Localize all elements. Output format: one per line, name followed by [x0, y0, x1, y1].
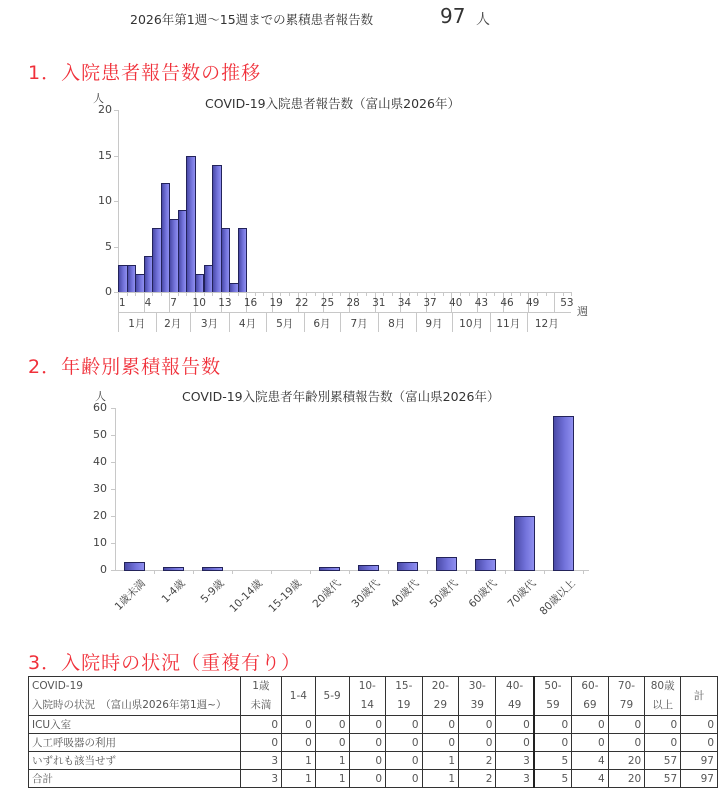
x-tick-mark [466, 570, 467, 574]
x-category-label: 15-19歳 [266, 577, 305, 615]
x-tick-mark [186, 292, 187, 296]
x-tick-mark [511, 292, 512, 296]
month-label: 7月 [350, 318, 368, 330]
cell-value: 4 [572, 770, 609, 788]
header-title-line2: 入院時の状況 （富山県2026年第1週~） [32, 699, 227, 711]
bar-week-9 [186, 156, 196, 294]
x-tick-mark [357, 292, 358, 296]
column-header [240, 677, 281, 716]
x-tick-mark [554, 292, 555, 312]
column-header [349, 677, 386, 716]
bar-age-5 [319, 567, 340, 571]
month-label: 9月 [425, 318, 443, 330]
cell-value: 1 [315, 752, 349, 770]
cell-value: 0 [349, 734, 386, 752]
cell-value: 1 [315, 770, 349, 788]
cell-value: 5 [534, 770, 572, 788]
cell-value: 20 [608, 752, 645, 770]
x-category-label: 5-9歳 [198, 577, 227, 606]
table-row [29, 752, 718, 770]
x-tick-mark [392, 292, 393, 296]
cell-value: 3 [496, 770, 534, 788]
table-row [29, 734, 718, 752]
column-header [645, 677, 681, 716]
x-tick-mark [127, 292, 128, 296]
x-tick-label: 1 [118, 297, 126, 309]
cell-value: 0 [422, 734, 459, 752]
y-tick-label: 20 [98, 103, 112, 116]
y-tick-label: 15 [98, 148, 112, 162]
x-tick-label: 28 [346, 297, 360, 309]
cell-value: 0 [645, 734, 681, 752]
bar-age-11 [553, 416, 574, 571]
y-tick-label: 10 [98, 194, 112, 207]
bar-age-6 [358, 565, 379, 571]
month-label: 8月 [388, 318, 406, 330]
x-tick-label: 34 [397, 297, 412, 309]
x-tick-mark [563, 292, 564, 296]
x-tick-mark [152, 292, 153, 296]
x-tick-label: 53 [560, 297, 574, 309]
x-tick-mark [178, 292, 179, 296]
x-tick-mark [310, 570, 311, 574]
x-category-label: 1-4歳 [159, 577, 188, 606]
column-header [315, 677, 349, 716]
bar-age-7 [397, 562, 418, 571]
row-label: いずれも該当せず [29, 752, 241, 770]
cell-value: 0 [386, 734, 423, 752]
month-label: 11月 [496, 318, 521, 330]
column-header [422, 677, 459, 716]
cell-value: 3 [240, 752, 281, 770]
cell-value: 0 [572, 716, 609, 734]
cell-value: 57 [645, 770, 681, 788]
x-tick-mark [332, 292, 333, 296]
x-tick-mark [434, 292, 435, 296]
x-tick-mark [546, 292, 547, 296]
column-header [282, 677, 316, 716]
x-tick-mark [417, 292, 418, 296]
table-header-title [29, 677, 241, 716]
y-tick-label: 50 [93, 428, 107, 441]
x-tick-mark [161, 292, 162, 296]
month-label: 3月 [200, 318, 219, 330]
x-tick-mark [232, 570, 233, 574]
y-tick-label: 0 [100, 563, 107, 576]
x-tick-mark [340, 292, 341, 296]
x-tick-mark [289, 292, 290, 296]
column-header-line2: 以上 [652, 699, 674, 711]
cell-value: 2 [459, 752, 496, 770]
column-header [459, 677, 496, 716]
column-header-line1: 15-19 [395, 680, 413, 711]
cell-value: 0 [534, 734, 572, 752]
weekly-hospitalization-chart [0, 85, 718, 335]
chart-title: COVID-19入院患者年齢別累積報告数（富山県2026年） [182, 389, 500, 404]
month-label: 6月 [313, 318, 331, 330]
x-tick-mark [427, 570, 428, 574]
cell-value: 0 [459, 716, 496, 734]
month-label: 5月 [276, 318, 294, 330]
table-row [29, 770, 718, 788]
x-category-label: 10-14歳 [227, 577, 266, 615]
y-tick-label: 20 [93, 509, 107, 522]
x-tick-label: 49 [525, 297, 540, 309]
x-tick-label: 25 [320, 297, 335, 309]
x-tick-label: 46 [500, 297, 514, 309]
column-header-line1: 50-59 [544, 680, 562, 711]
cell-value: 0 [681, 716, 718, 734]
x-category-label: 50歳代 [427, 577, 461, 611]
bar-age-10 [514, 516, 535, 571]
x-tick-mark [505, 570, 506, 574]
cell-value: 2 [459, 770, 496, 788]
bar-week-15 [238, 228, 248, 293]
column-header [496, 677, 534, 716]
cell-value: 0 [282, 734, 316, 752]
x-tick-label: 22 [295, 297, 309, 309]
cell-value: 0 [608, 716, 645, 734]
x-tick-mark [280, 292, 281, 296]
cell-value: 0 [315, 734, 349, 752]
month-label: 1月 [128, 318, 146, 330]
x-tick-mark [263, 292, 264, 296]
x-tick-mark [443, 292, 444, 296]
y-tick-label: 30 [93, 482, 107, 495]
x-tick-label: 31 [372, 297, 386, 309]
section-title-status: 3．入院時の状況（重複有り） [28, 652, 302, 674]
x-tick-mark [154, 570, 155, 574]
bar-age-8 [436, 557, 457, 572]
cell-value: 4 [572, 752, 609, 770]
column-header [386, 677, 423, 716]
summary-text: 2026年第1週～15週までの累積患者報告数 [130, 12, 374, 27]
cell-value: 0 [496, 716, 534, 734]
cell-value: 1 [422, 770, 459, 788]
month-label: 12月 [534, 318, 559, 330]
month-axis-line [118, 312, 571, 313]
column-header-line1: 60-69 [581, 680, 599, 711]
y-unit-label: 人 [93, 92, 104, 105]
bar-age-2 [202, 567, 223, 571]
x-category-label: 1歳未満 [112, 577, 149, 613]
section-title-age: 2．年齢別累積報告数 [28, 356, 222, 378]
column-header [681, 677, 718, 716]
cell-value: 0 [496, 734, 534, 752]
admission-status-table [28, 676, 718, 788]
cell-value: 0 [386, 770, 423, 788]
y-tick-label: 0 [105, 285, 112, 298]
cell-value: 0 [459, 734, 496, 752]
cell-value: 0 [386, 752, 423, 770]
x-category-label: 30歳代 [349, 577, 383, 611]
column-header-line1: 1-4 [289, 689, 307, 702]
table-row [29, 716, 718, 734]
x-tick-mark [583, 570, 584, 574]
month-label: 10月 [459, 318, 484, 330]
cell-value: 0 [349, 770, 386, 788]
cell-value: 97 [681, 752, 718, 770]
x-tick-mark [229, 292, 230, 296]
bar-age-1 [163, 567, 184, 571]
x-tick-label: 4 [144, 297, 152, 309]
x-tick-mark [460, 292, 461, 296]
x-unit-label: 週 [577, 305, 588, 318]
chart-title: COVID-19入院患者報告数（富山県2026年） [205, 96, 460, 111]
x-tick-label: 40 [449, 297, 463, 309]
cell-value: 0 [645, 716, 681, 734]
summary-count: 97 [440, 4, 466, 28]
x-tick-label: 16 [243, 297, 258, 309]
bar-age-9 [475, 559, 496, 571]
row-label: 合計 [29, 770, 241, 788]
column-header [534, 677, 572, 716]
cell-value: 5 [534, 752, 572, 770]
cell-value: 0 [608, 734, 645, 752]
cell-value: 0 [681, 734, 718, 752]
cell-value: 0 [572, 734, 609, 752]
x-tick-mark [469, 292, 470, 296]
x-category-label: 60歳代 [466, 577, 500, 611]
column-header [608, 677, 645, 716]
section-title-weekly: 1．入院患者報告数の推移 [28, 62, 262, 84]
cell-value: 1 [422, 752, 459, 770]
y-axis-line [115, 408, 116, 570]
cell-value: 3 [240, 770, 281, 788]
x-tick-label: 43 [474, 297, 489, 309]
x-category-label: 80歳以上 [537, 577, 578, 618]
header-title-line1: COVID-19 [32, 680, 83, 692]
column-header-line1: 40-49 [506, 680, 524, 711]
y-tick-label: 10 [93, 536, 107, 549]
cell-value: 0 [240, 716, 281, 734]
x-tick-mark [486, 292, 487, 296]
cell-value: 0 [349, 752, 386, 770]
y-tick-label: 40 [93, 455, 107, 468]
cell-value: 0 [534, 716, 572, 734]
cell-value: 97 [681, 770, 718, 788]
column-header-line1: 20-29 [431, 680, 449, 711]
x-tick-mark [366, 292, 367, 296]
column-header-line1: 70-79 [617, 680, 636, 711]
x-tick-mark [494, 292, 495, 296]
column-header-line2: 未満 [250, 699, 272, 711]
x-category-label: 20歳代 [310, 577, 344, 611]
x-tick-mark [544, 570, 545, 574]
month-label: 2月 [164, 318, 182, 330]
x-tick-mark [135, 292, 136, 296]
x-tick-mark [204, 292, 205, 296]
x-tick-mark [255, 292, 256, 296]
summary-unit: 人 [476, 12, 490, 28]
column-header-line1: 80歳 [650, 680, 675, 692]
column-header [572, 677, 609, 716]
cell-value: 0 [349, 716, 386, 734]
x-tick-mark [349, 570, 350, 574]
cell-value: 0 [386, 716, 423, 734]
cell-value: 57 [645, 752, 681, 770]
x-tick-mark [520, 292, 521, 296]
cell-value: 20 [608, 770, 645, 788]
row-label: ICU入室 [29, 716, 241, 734]
row-label: 人工呼吸器の利用 [29, 734, 241, 752]
x-tick-mark [383, 292, 384, 296]
cell-value: 3 [496, 752, 534, 770]
x-tick-mark [409, 292, 410, 296]
y-unit-label: 人 [95, 390, 106, 403]
x-tick-label: 37 [423, 297, 437, 309]
column-header-line1: 10-14 [358, 680, 376, 711]
x-category-label: 40歳代 [388, 577, 422, 611]
x-tick-label: 7 [170, 297, 177, 309]
cell-value: 1 [282, 752, 316, 770]
y-tick-label: 5 [105, 239, 112, 253]
x-tick-label: 19 [269, 297, 283, 309]
bar-age-0 [124, 562, 145, 571]
table-header-row [29, 677, 718, 716]
x-tick-mark [315, 292, 316, 296]
column-header-line1: 30-39 [468, 680, 486, 711]
x-tick-mark [388, 570, 389, 574]
x-tick-mark [571, 292, 572, 296]
cell-value: 0 [315, 716, 349, 734]
y-tick-label: 60 [93, 401, 107, 414]
x-tick-mark [271, 570, 272, 574]
cell-value: 0 [422, 716, 459, 734]
column-header-line1: 1歳 [252, 680, 270, 692]
column-header-line1: 計 [693, 689, 705, 702]
x-tick-mark [238, 292, 239, 296]
x-tick-mark [193, 570, 194, 574]
month-label: 4月 [238, 318, 257, 330]
age-cumulative-chart [0, 380, 718, 640]
x-category-label: 70歳代 [505, 577, 539, 611]
x-tick-label: 13 [218, 297, 232, 309]
x-tick-mark [306, 292, 307, 296]
cell-value: 0 [282, 716, 316, 734]
cell-value: 1 [282, 770, 316, 788]
x-tick-mark [212, 292, 213, 296]
x-tick-mark [537, 292, 538, 296]
x-tick-label: 10 [192, 297, 206, 309]
cell-value: 0 [240, 734, 281, 752]
column-header-line1: 5-9 [323, 689, 341, 702]
